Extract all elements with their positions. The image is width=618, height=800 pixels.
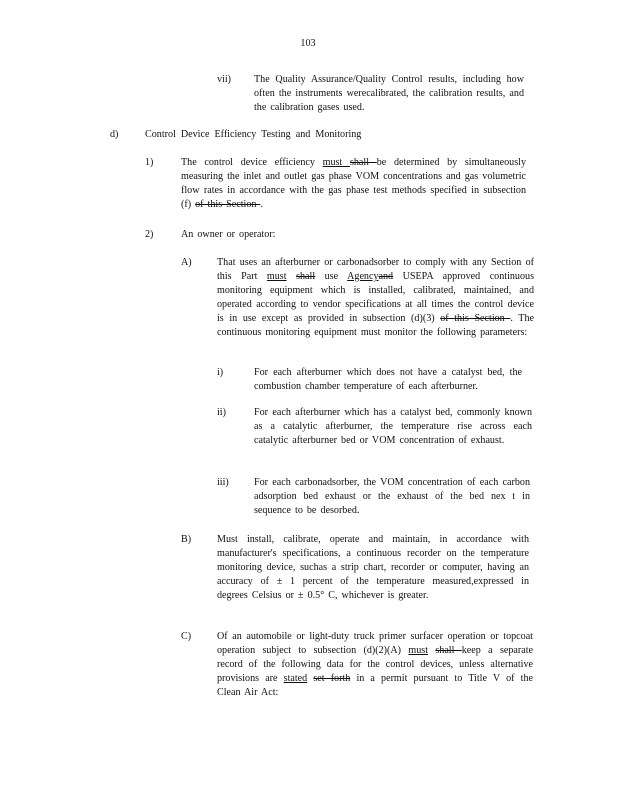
item-Aii-text: For each afterburner which has a catalyst bed, commonly known as a catalytic afterburner, the temperature rise across each catalytic afterburner bed or VOM concentration of exhaust. (254, 407, 532, 446)
item-Aiii-marker: iii) (217, 477, 229, 488)
deleted-text: shall (435, 645, 462, 656)
deleted-text: of this Section (195, 199, 261, 210)
item-B-text: Must install, calibrate, operate and maintain, in accordance with manufacturer's specifications, a continuous recorder on the temperature monitoring device, suchas a strip chart, recorder or computer, having an accuracy of ± 1 percent of the temperature measured,expressed in degrees Celsius or ± 0.5° C, whichever is greater. (217, 534, 529, 601)
deleted-text: of this Section (440, 313, 511, 324)
deleted-text: and (378, 271, 394, 282)
item-2-marker: 2) (145, 229, 154, 240)
item-Ai-text: For each afterburner which does not have a catalyst bed, the combustion chamber temperature of each afterburner. (254, 367, 522, 392)
deleted-text: shall (349, 157, 377, 168)
inserted-text: must (322, 157, 350, 168)
section-d-marker: d) (110, 129, 119, 140)
item-Aii-marker: ii) (217, 407, 226, 418)
item-A-text: That uses an afterburner or carbonadsorber to comply with any Section of this Part must shall use Agencyand USEPA approved continuous monitoring equipment which is installed, calibrated, maintained, and operated according to vendor specifications at all times the control device is in use except as provided in subsection (d)(3) of this Section . The continuous monitoring equipment must monitor the following parameters: (217, 257, 534, 338)
inserted-text: stated (283, 673, 308, 684)
item-C-text: Of an automobile or light-duty truck primer surfacer operation or topcoat operation subject to subsection (d)(2)(A) must shall keep a separate record of the following data for the control devices, unless alternative provisions are stated set forth in a permit pursuant to Title V of the Clean Air Act: (217, 631, 533, 698)
inserted-text: must (408, 645, 429, 656)
item-vii-text: The Quality Assurance/Quality Control results, including how often the instruments werecalibrated, the calibration results, and the calibration gases used. (254, 74, 524, 113)
item-1-text: The control device efficiency must shall be determined by simultaneously measuring the inlet and outlet gas phase VOM concentrations and gas volumetric flow rates in accordance with the gas phase test methods specified in subsection (f) of this Section . (181, 157, 526, 210)
item-B-marker: B) (181, 534, 192, 545)
page-number: 103 (300, 38, 316, 49)
item-Aiii-text: For each carbonadsorber, the VOM concentration of each carbon adsorption bed exhaust or the exhaust of the bed nex t in sequence to be desorbed. (254, 477, 530, 516)
item-Ai-marker: i) (217, 367, 224, 378)
item-C-marker: C) (181, 631, 192, 642)
inserted-text: Agency (347, 271, 379, 282)
item-2-text: An owner or operator: (181, 229, 276, 240)
deleted-text: shall (296, 271, 316, 282)
item-A-marker: A) (181, 257, 192, 268)
section-d-heading: Control Device Efficiency Testing and Monitoring (145, 129, 362, 140)
item-1-marker: 1) (145, 157, 154, 168)
deleted-text: set forth (313, 673, 351, 684)
inserted-text: must (266, 271, 287, 282)
item-vii-marker: vii) (217, 74, 232, 85)
